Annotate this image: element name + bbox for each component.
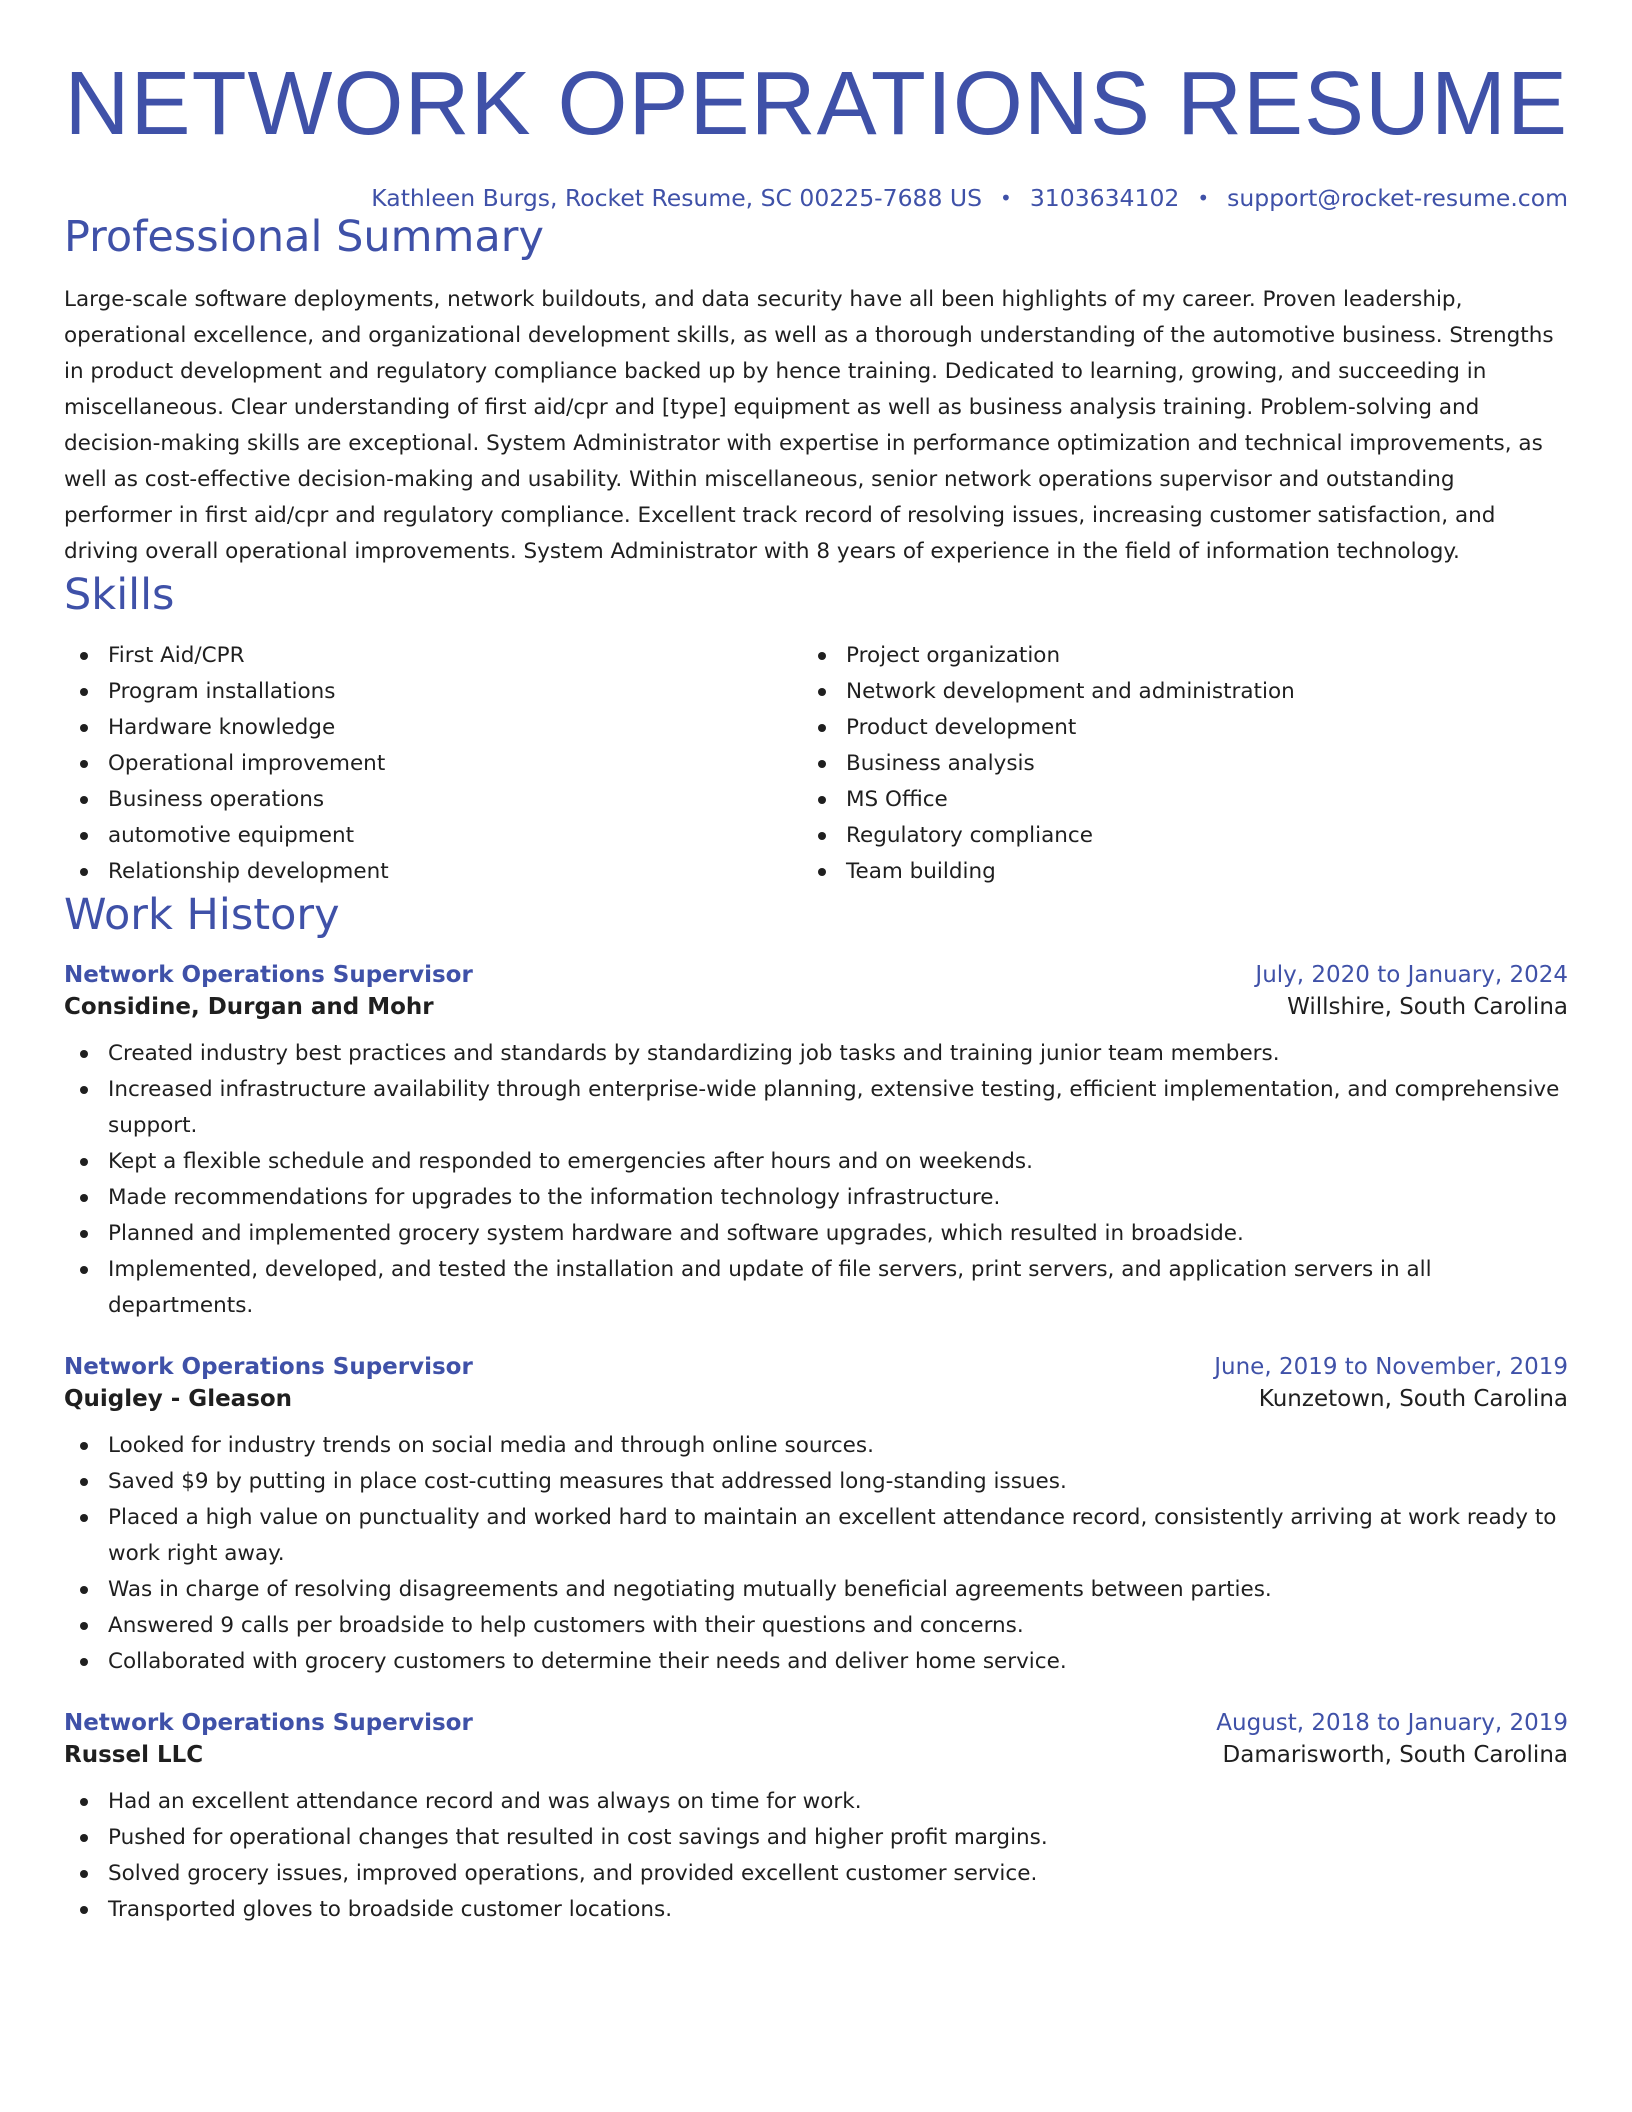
job-bullets [64, 1428, 1568, 1680]
skill-item: Operational improvement [64, 746, 802, 782]
job-bullet: Was in charge of resolving disagreements and negotiating mutually beneficial agreements between parties. [64, 1572, 1568, 1608]
job-location: Damarisworth, South Carolina [1222, 1742, 1568, 1768]
job-entry [64, 1710, 1568, 1928]
skill-item: Team building [802, 854, 1540, 890]
job-dates: June, 2019 to November, 2019 [1214, 1354, 1568, 1380]
job-company-row [64, 1386, 1568, 1412]
job-company: Considine, Durgan and Mohr [64, 994, 434, 1020]
separator-dot: • [1197, 186, 1210, 210]
skill-item: Program installations [64, 674, 802, 710]
job-entry [64, 962, 1568, 1324]
skills-column-right [802, 638, 1540, 890]
job-bullets [64, 1036, 1568, 1324]
skills-heading: Skills [64, 570, 175, 620]
skill-item: Business analysis [802, 746, 1540, 782]
job-location: Willshire, South Carolina [1287, 994, 1568, 1020]
job-dates: July, 2020 to January, 2024 [1255, 962, 1568, 988]
summary-text: Large-scale software deployments, network buildouts, and data security have all been highlights of my career. Proven leadership, operational excellence, and organizational development skills, as well as a thorough understanding of the automotive business. Strengths in product development and regulatory compliance backed up by hence training. Dedicated to learning, growing, and succeeding in miscellaneous. Clear understanding of first aid/cpr and [type] equipment as well as business analysis training. Problem-solving and decision-making skills are exceptional. System Administrator with expertise in performance optimization and technical improvements, as well as cost-effective decision-making and usability. Within miscellaneous, senior network operations supervisor and outstanding performer in first aid/cpr and regulatory compliance. Excellent track record of resolving issues, increasing customer satisfaction, and driving overall operational improvements. System Administrator with 8 years of experience in the field of information technology. [64, 287, 1554, 564]
job-header-row [64, 1354, 1568, 1380]
job-bullet: Increased infrastructure availability through enterprise-wide planning, extensive testing, efficient implementation, and comprehensive support. [64, 1072, 1568, 1144]
contact-address: Kathleen Burgs, Rocket Resume, SC 00225-7688 US [371, 184, 983, 212]
skill-item: MS Office [802, 782, 1540, 818]
skill-item: Business operations [64, 782, 802, 818]
job-company: Russel LLC [64, 1742, 204, 1768]
job-bullet: Planned and implemented grocery system hardware and software upgrades, which resulted in broadside. [64, 1216, 1568, 1252]
skill-item: Regulatory compliance [802, 818, 1540, 854]
job-bullet: Pushed for operational changes that resulted in cost savings and higher profit margins. [64, 1820, 1568, 1856]
job-bullet: Placed a high value on punctuality and worked hard to maintain an excellent attendance record, consistently arriving at work ready to work right away. [64, 1500, 1568, 1572]
job-bullet: Answered 9 calls per broadside to help customers with their questions and concerns. [64, 1608, 1568, 1644]
job-bullet: Implemented, developed, and tested the installation and update of file servers, print servers, and application servers in all departments. [64, 1252, 1568, 1324]
job-company-row [64, 994, 1568, 1020]
job-bullet: Looked for industry trends on social media and through online sources. [64, 1428, 1568, 1464]
job-company: Quigley - Gleason [64, 1386, 293, 1412]
job-header-row [64, 1710, 1568, 1736]
job-bullet: Transported gloves to broadside customer locations. [64, 1892, 1568, 1928]
job-bullet: Solved grocery issues, improved operations, and provided excellent customer service. [64, 1856, 1568, 1892]
skill-item: Relationship development [64, 854, 802, 890]
job-title: Network Operations Supervisor [64, 1710, 473, 1736]
contact-phone: 3103634102 [1029, 184, 1180, 212]
job-bullet: Created industry best practices and standards by standardizing job tasks and training junior team members. [64, 1036, 1568, 1072]
job-bullet: Had an excellent attendance record and was always on time for work. [64, 1784, 1568, 1820]
summary-heading: Professional Summary [64, 212, 544, 262]
contact-line [64, 184, 1568, 212]
skill-item: Network development and administration [802, 674, 1540, 710]
skills-column-left [64, 638, 802, 890]
job-title: Network Operations Supervisor [64, 1354, 473, 1380]
job-dates: August, 2018 to January, 2019 [1216, 1710, 1568, 1736]
job-company-row [64, 1742, 1568, 1768]
skills-list [64, 638, 1568, 890]
skill-item: Product development [802, 710, 1540, 746]
skill-item: Project organization [802, 638, 1540, 674]
separator-dot: • [1000, 186, 1012, 210]
job-bullet: Collaborated with grocery customers to determine their needs and deliver home service. [64, 1644, 1568, 1680]
job-entry [64, 1354, 1568, 1680]
contact-email[interactable]: support@rocket-resume.com [1227, 184, 1568, 212]
job-header-row [64, 962, 1568, 988]
job-bullet: Saved $9 by putting in place cost-cutting measures that addressed long-standing issues. [64, 1464, 1568, 1500]
job-bullets [64, 1784, 1568, 1928]
skill-item: Hardware knowledge [64, 710, 802, 746]
skill-item: automotive equipment [64, 818, 802, 854]
skill-item: First Aid/CPR [64, 638, 802, 674]
job-location: Kunzetown, South Carolina [1258, 1386, 1568, 1412]
job-bullet: Kept a flexible schedule and responded to emergencies after hours and on weekends. [64, 1144, 1568, 1180]
job-title: Network Operations Supervisor [64, 962, 473, 988]
job-bullet: Made recommendations for upgrades to the information technology infrastructure. [64, 1180, 1568, 1216]
work-history-heading: Work History [64, 890, 340, 940]
resume-title: NETWORK OPERATIONS RESUME [64, 54, 1568, 154]
